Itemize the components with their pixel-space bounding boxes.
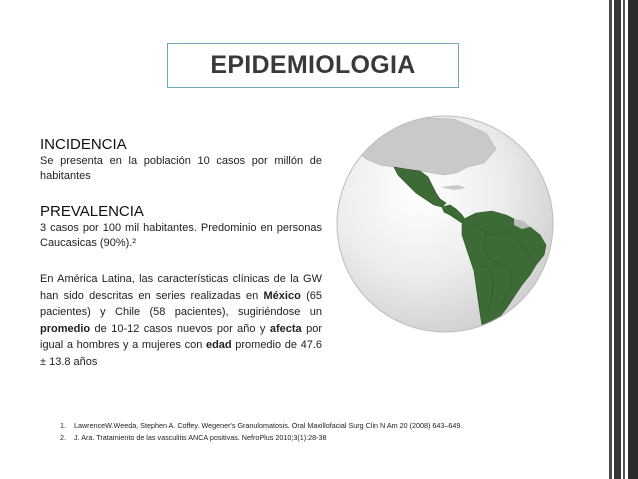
prevalencia-heading: PREVALENCIA <box>40 203 144 220</box>
decorative-edge-bar <box>609 0 612 479</box>
decorative-edge-bar <box>628 0 638 479</box>
references-list <box>60 420 580 444</box>
latin-america-paragraph <box>40 271 322 370</box>
latam-text: promedio de 47.6 ± 13.8 años <box>40 339 322 368</box>
reference-text: LawrenceW.Weeda, Stephen A. Coffey. Wegener's Granulomatosis. Oral Maxillofacial Surg Clin N Am 20 (2008) 643–649. <box>74 421 463 430</box>
decorative-edge-bar <box>623 0 625 479</box>
reference-number: 2. <box>60 433 66 442</box>
slide-title: EPIDEMIOLOGIA <box>210 51 416 79</box>
reference-item <box>60 420 580 432</box>
prevalencia-body: 3 casos por 100 mil habitantes. Predominio en personas Caucasicas (90%).² <box>40 222 322 249</box>
latam-text: En América Latina, las características clínicas de la GW han sido descritas en series realizadas en <box>40 273 322 302</box>
reference-number: 1. <box>60 421 66 430</box>
reference-text: J. Ara. Tratamiento de las vasculitis ANCA positivas. NefroPlus 2010;3(1):28-38 <box>74 433 327 442</box>
incidencia-heading: INCIDENCIA <box>40 136 127 153</box>
latam-text: por igual a hombres y a mujeres con <box>40 322 322 351</box>
title-box <box>167 43 459 88</box>
latam-bold-edad: edad <box>205 339 232 351</box>
incidencia-body: Se presenta en la población 10 casos por millón de habitantes <box>40 155 322 182</box>
decorative-edge-bar <box>614 0 621 479</box>
latam-text: (65 pacientes) y Chile (58 pacientes), sugiriéndose un <box>40 289 322 318</box>
globe-latin-america-map <box>336 115 554 333</box>
latam-bold-mexico: México <box>263 289 301 302</box>
latam-bold-promedio: promedio <box>40 322 91 335</box>
latam-text: de 10-12 casos nuevos por año y <box>90 322 270 335</box>
latam-bold-afecta: afecta <box>269 322 302 335</box>
reference-item <box>60 432 580 444</box>
